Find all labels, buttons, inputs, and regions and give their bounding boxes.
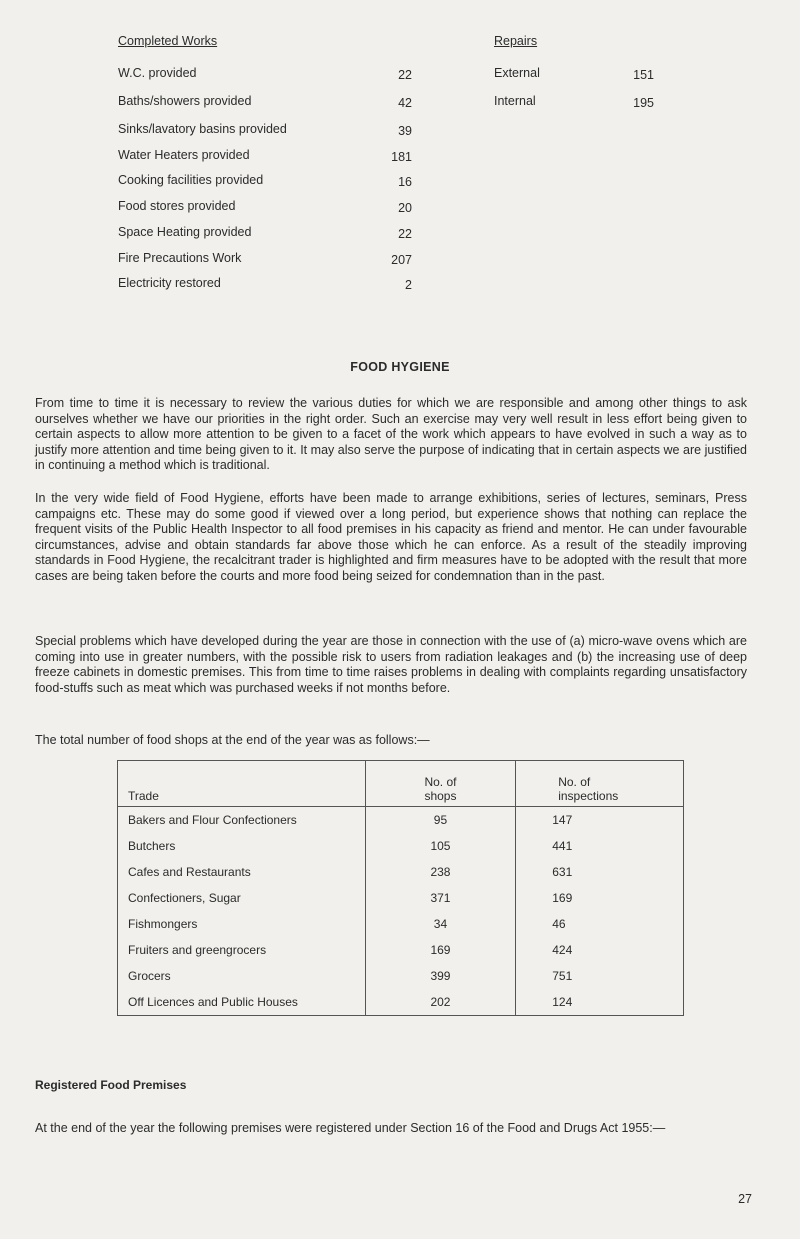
table-header-row: [118, 761, 684, 807]
shops-cell: 399: [365, 963, 516, 989]
table-row: [118, 911, 684, 937]
shops-cell: 202: [365, 989, 516, 1016]
shops-cell: 371: [365, 885, 516, 911]
trade-cell: Fruiters and greengrocers: [118, 937, 366, 963]
table-row: [118, 807, 684, 834]
repairs-label: External: [494, 66, 540, 80]
inspections-cell: 441: [516, 833, 684, 859]
inspections-cell: 147: [516, 807, 684, 834]
repairs-heading: Repairs: [494, 34, 538, 48]
trade-cell: Fishmongers: [118, 911, 366, 937]
table-row: [118, 885, 684, 911]
food-shops-table: [117, 760, 684, 1016]
repairs-label: Internal: [494, 94, 536, 108]
inspections-cell: 751: [516, 963, 684, 989]
completed-works-label: Food stores provided: [118, 199, 236, 213]
trade-cell: Butchers: [118, 833, 366, 859]
column-header-inspections-text: No. of inspections: [558, 775, 619, 803]
table-row: [118, 989, 684, 1016]
shops-cell: 95: [365, 807, 516, 834]
completed-works-label: W.C. provided: [118, 66, 197, 80]
registered-food-premises-heading: Registered Food Premises: [35, 1078, 187, 1092]
completed-works-value: 22: [398, 68, 412, 82]
completed-works-value: 39: [398, 124, 412, 138]
table-row: [118, 937, 684, 963]
repairs-value: 195: [633, 96, 654, 110]
food-hygiene-heading: FOOD HYGIENE: [350, 360, 450, 374]
column-header-inspections: [516, 761, 684, 807]
column-header-shops-text: No. of shops: [424, 775, 457, 803]
paragraph: From time to time it is necessary to review the various duties for which we are responsible and among other things to ask ourselves whether we have our priorities in the right order. Such an exercise may very well result in less effort being given to certain aspects to allow more attention to be given to a facet of the work which appears to have evolved in such a way as to justify more attention and time being given to it. It may also serve the purpose of indicating that in certain aspects we are justified in continuing a method which is traditional.: [35, 396, 747, 473]
shops-cell: 169: [365, 937, 516, 963]
completed-works-label: Water Heaters provided: [118, 148, 250, 162]
trade-cell: Cafes and Restaurants: [118, 859, 366, 885]
trade-cell: Bakers and Flour Confectioners: [118, 807, 366, 834]
shops-cell: 105: [365, 833, 516, 859]
page-number: 27: [738, 1192, 752, 1206]
inspections-cell: 46: [516, 911, 684, 937]
inspections-cell: 424: [516, 937, 684, 963]
shops-cell: 238: [365, 859, 516, 885]
column-header-trade: Trade: [118, 761, 366, 807]
inspections-cell: 124: [516, 989, 684, 1016]
column-header-shops: [365, 761, 516, 807]
repairs-value: 151: [633, 68, 654, 82]
completed-works-label: Space Heating provided: [118, 225, 252, 239]
completed-works-value: 2: [405, 278, 412, 292]
registered-food-premises-text: At the end of the year the following premises were registered under Section 16 of the Food and Drugs Act 1955:—: [35, 1121, 666, 1135]
trade-cell: Off Licences and Public Houses: [118, 989, 366, 1016]
completed-works-label: Sinks/lavatory basins provided: [118, 122, 287, 136]
completed-works-value: 42: [398, 96, 412, 110]
completed-works-value: 22: [398, 227, 412, 241]
table-row: [118, 859, 684, 885]
paragraph: Special problems which have developed during the year are those in connection with the use of (a) micro-wave ovens which are coming into use in greater numbers, with the possible risk to users from radiation leakages and (b) the increasing use of deep freeze cabinets in domestic premises. This from time to time raises problems in dealing with complaints regarding unsatisfactory food-stuffs such as meat which was purchased weeks if not months before.: [35, 634, 747, 695]
trade-cell: Grocers: [118, 963, 366, 989]
shops-cell: 34: [365, 911, 516, 937]
inspections-cell: 631: [516, 859, 684, 885]
completed-works-value: 181: [391, 150, 412, 164]
trade-cell: Confectioners, Sugar: [118, 885, 366, 911]
completed-works-heading: Completed Works: [118, 34, 218, 48]
completed-works-value: 20: [398, 201, 412, 215]
completed-works-value: 16: [398, 175, 412, 189]
paragraph: In the very wide field of Food Hygiene, efforts have been made to arrange exhibitions, series of lectures, seminars, Press campaigns etc. These may do some good if viewed over a long period, but experience shows that nothing can replace the frequent visits of the Public Health Inspector to all food premises in his capacity as friend and mentor. He can under favourable circumstances, advise and obtain standards far above those which he can enforce. As a result of the steadily improving standards in Food Hygiene, the recalcitrant trader is highlighted and firm measures have to be adopted with the result that more cases are being taken before the courts and more food being seized for condemnation than in the past.: [35, 491, 747, 583]
completed-works-label: Fire Precautions Work: [118, 251, 242, 265]
paragraph: The total number of food shops at the end of the year was as follows:—: [35, 733, 430, 747]
table-row: [118, 963, 684, 989]
completed-works-label: Electricity restored: [118, 276, 221, 290]
completed-works-label: Cooking facilities provided: [118, 173, 264, 187]
inspections-cell: 169: [516, 885, 684, 911]
completed-works-value: 207: [391, 253, 412, 267]
table-row: [118, 833, 684, 859]
completed-works-label: Baths/showers provided: [118, 94, 252, 108]
